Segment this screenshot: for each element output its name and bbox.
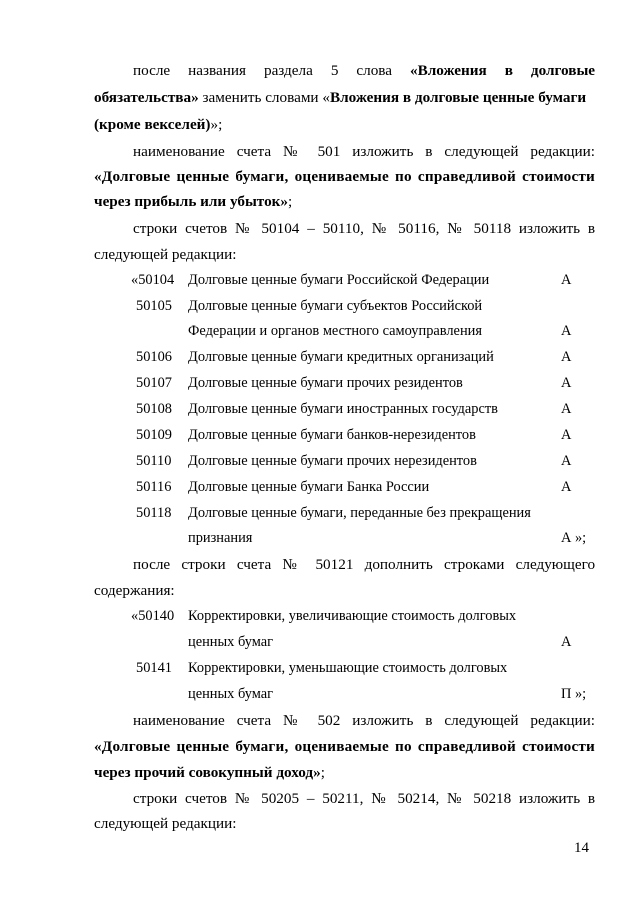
text: ; [288,193,293,210]
text: ; [320,764,325,781]
word: после [133,62,171,79]
para3-line1 [133,218,595,240]
word: слова [356,62,393,79]
word: № [371,790,390,807]
account-name: Корректировки, уменьшающие стоимость долговых [188,660,508,676]
word: в [425,712,433,729]
para1-line2 [94,87,595,109]
para3-line2 [94,244,595,266]
word: раздела [263,62,313,79]
word: счета [236,143,272,160]
word: 50211, [322,790,364,807]
text: заменить словами « [198,89,330,106]
word: следующей [444,712,519,729]
bold-text: (кроме векселей) [94,116,211,133]
account-name: Долговые ценные бумаги прочих резидентов [188,375,463,391]
account-flag: А [561,453,572,469]
account-code: «50140 [131,608,175,624]
word: 50121 [315,556,354,573]
word: строки [133,790,178,807]
account-name-cont: Федерации и органов местного самоуправления [188,323,482,339]
word: счетов [185,790,228,807]
word: № [447,790,466,807]
word: счета [236,556,272,573]
account-name-cont: ценных бумаг [188,634,274,650]
account-code: 50109 [136,427,172,443]
word: строки [181,556,226,573]
word: изложить [518,220,581,237]
para2-line3 [94,191,595,213]
word: № [283,143,306,160]
account-name: Долговые ценные бумаги прочих нерезидентов [188,453,477,469]
account-code: 50116 [136,479,172,495]
word: изложить [519,790,581,807]
para6-line1 [133,788,595,810]
word: – [307,220,315,237]
para4-line2 [94,580,595,602]
bold-text: Вложения в долговые ценные бумаги [329,89,587,106]
para1-line1 [133,60,595,82]
word: № [282,556,305,573]
word: «Вложения [410,62,487,79]
word: в [425,143,433,160]
para2-line2 [94,166,595,188]
account-code: 50118 [136,505,172,521]
word: наименование [133,712,225,729]
word: 5 [330,62,339,79]
word: счетов [185,220,228,237]
word: следующего [515,556,596,573]
account-flag: А [561,634,572,650]
word: строками [444,556,505,573]
word: 50218 [473,790,512,807]
account-code: 50141 [136,660,172,676]
word: в [504,62,513,79]
account-name-cont: признания [188,530,253,546]
word: № [234,790,254,807]
word: 501 [317,143,341,160]
account-code: 50108 [136,401,172,417]
word: 50214, [397,790,440,807]
page-number: 14 [574,840,589,856]
account-name: Долговые ценные бумаги субъектов Российской [188,298,483,314]
word: редакции: [530,143,595,160]
word: 50205 [261,790,300,807]
text: следующей редакции: [94,246,237,263]
account-flag: А [561,375,572,391]
word: следующей [444,143,519,160]
word: № [235,220,254,237]
para1-line3 [94,114,595,136]
word: 50110, [322,220,364,237]
account-flag: А »; [561,530,587,546]
text: следующей редакции: [94,815,237,832]
bold-text: через прибыль или убыток» [94,193,289,210]
word: в [587,790,596,807]
word: после [133,556,171,573]
bold-text: «Долговые ценные бумаги, оцениваемые по справедливой стоимости [94,738,595,755]
account-flag: А [561,349,572,365]
bold-text: через прочий совокупный доход» [94,764,321,781]
account-name-cont: ценных бумаг [188,686,274,702]
para5-line2 [94,736,595,758]
word: редакции: [530,712,595,729]
account-name: Корректировки, увеличивающие стоимость долговых [188,608,517,624]
account-name: Долговые ценные бумаги, переданные без прекращения [188,505,531,521]
bold-text: обязательства» [94,89,199,106]
word: долговые [530,62,596,79]
word: 50116, [398,220,440,237]
account-name: Долговые ценные бумаги иностранных государств [188,401,498,417]
word: 50118 [473,220,512,237]
word: строки [133,220,178,237]
word: № [447,220,466,237]
text: содержания: [94,582,175,599]
word: № [371,220,391,237]
account-name: Долговые ценные бумаги Банка России [188,479,430,495]
account-flag: А [561,323,572,339]
para5-line3 [94,762,595,784]
word: в [587,220,596,237]
word: изложить [352,143,414,160]
account-code: «50104 [131,272,175,288]
word: дополнить [364,556,433,573]
account-flag: А [561,427,572,443]
account-name: Долговые ценные бумаги банков-нерезидентов [188,427,476,443]
word: наименование [133,143,225,160]
account-code: 50106 [136,349,172,365]
para6-line2 [94,813,595,835]
account-code: 50105 [136,298,172,314]
para5-line1 [133,710,595,732]
word: изложить [352,712,414,729]
word: № [283,712,306,729]
text: »; [210,116,223,133]
account-code: 50110 [136,453,172,469]
para2-line1 [133,141,595,163]
account-name: Долговые ценные бумаги кредитных организаций [188,349,494,365]
account-flag: А [561,272,572,288]
account-flag: А [561,479,572,495]
word: 502 [317,712,341,729]
word: счета [236,712,272,729]
account-name: Долговые ценные бумаги Российской Федерации [188,272,490,288]
bold-text: «Долговые ценные бумаги, оцениваемые по справедливой стоимости [94,168,595,185]
account-code: 50107 [136,375,172,391]
word: – [306,790,315,807]
word: 50104 [261,220,300,237]
account-flag: П »; [561,686,587,702]
para4-line1 [133,554,595,576]
word: названия [188,62,246,79]
account-flag: А [561,401,572,417]
